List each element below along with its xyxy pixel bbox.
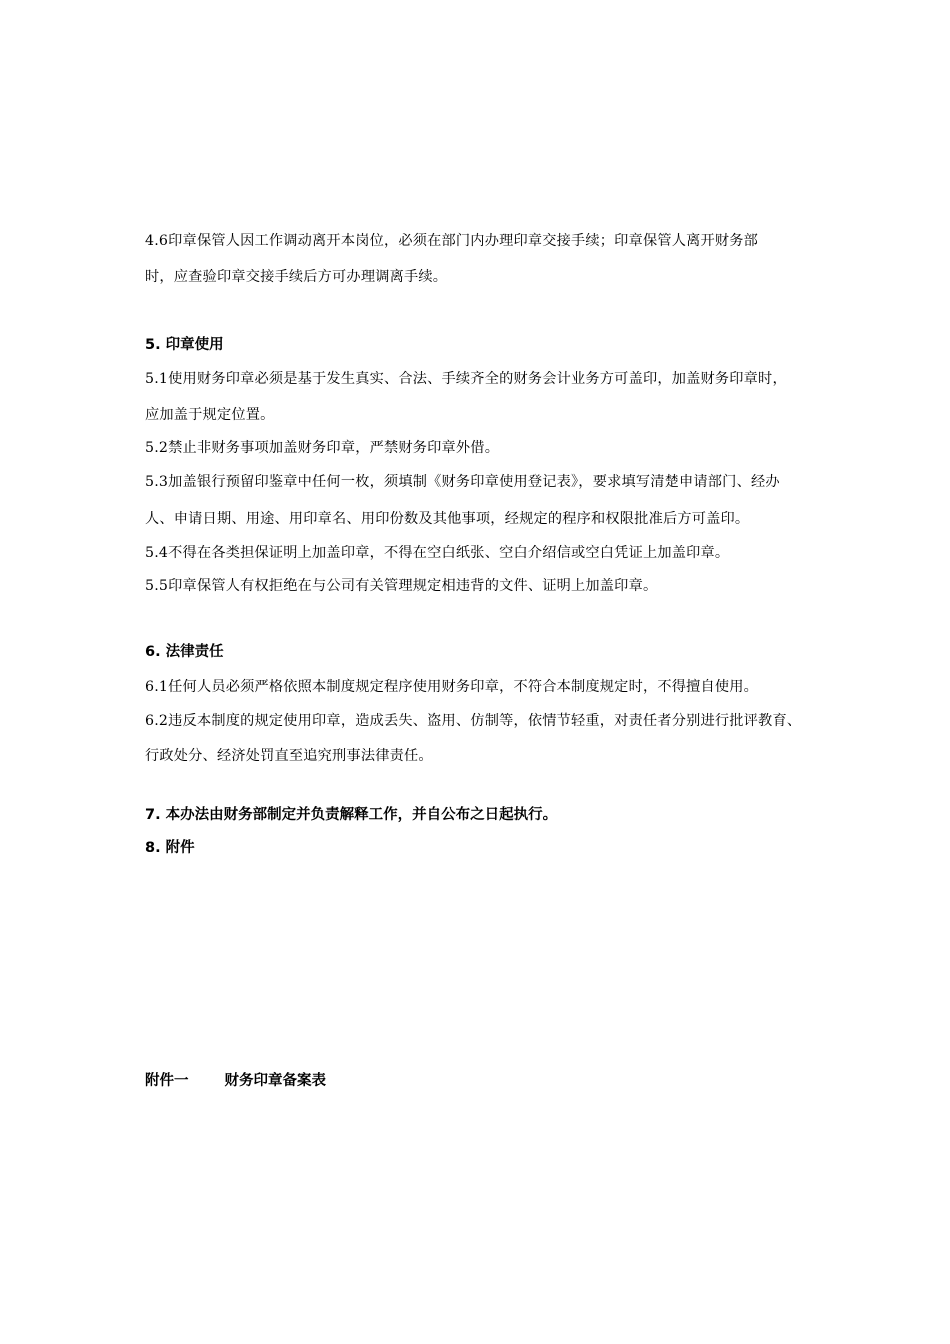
section-7-heading: 7. 本办法由财务部制定并负责解释工作，并自公布之日起执行。 xyxy=(145,807,558,823)
paragraph-4-6-line-2: 时，应查验印章交接手续后方可办理调离手续。 xyxy=(145,269,448,285)
attachment-1-title: 财务印章备案表 xyxy=(224,1073,326,1089)
section-8-heading: 8. 附件 xyxy=(145,840,195,856)
paragraph-5-3-line-2: 人、申请日期、用途、用印章名、用印份数及其他事项，经规定的程序和权限批准后方可盖印。 xyxy=(145,511,750,527)
paragraph-5-5: 5.5印章保管人有权拒绝在与公司有关管理规定相违背的文件、证明上加盖印章。 xyxy=(145,578,658,594)
paragraph-5-3-line-1: 5.3加盖银行预留印鉴章中任何一枚，须填制《财务印章使用登记表》，要求填写清楚申请部门、经办 xyxy=(145,474,780,490)
attachment-1-heading xyxy=(145,1071,326,1091)
paragraph-6-2-line-1: 6.2违反本制度的规定使用印章，造成丢失、盗用、仿制等，依情节轻重，对责任者分别进行批评教育、 xyxy=(145,713,802,729)
attachment-1-label: 附件一 xyxy=(145,1073,189,1089)
paragraph-4-6-line-1: 4.6印章保管人因工作调动离开本岗位，必须在部门内办理印章交接手续；印章保管人离开财务部 xyxy=(145,233,759,249)
paragraph-5-1-line-1: 5.1使用财务印章必须是基于发生真实、合法、手续齐全的财务会计业务方可盖印，加盖财务印章时， xyxy=(145,371,787,387)
paragraph-5-2: 5.2禁止非财务事项加盖财务印章，严禁财务印章外借。 xyxy=(145,440,500,456)
section-5-heading: 5. 印章使用 xyxy=(145,337,224,353)
paragraph-5-4: 5.4不得在各类担保证明上加盖印章，不得在空白纸张、空白介绍信或空白凭证上加盖印章。 xyxy=(145,545,730,561)
section-6-heading: 6. 法律责任 xyxy=(145,644,224,660)
paragraph-5-1-line-2: 应加盖于规定位置。 xyxy=(145,407,275,423)
paragraph-6-2-line-2: 行政处分、经济处罚直至追究刑事法律责任。 xyxy=(145,748,433,764)
paragraph-6-1: 6.1任何人员必须严格依照本制度规定程序使用财务印章，不符合本制度规定时，不得擅自使用。 xyxy=(145,679,759,695)
